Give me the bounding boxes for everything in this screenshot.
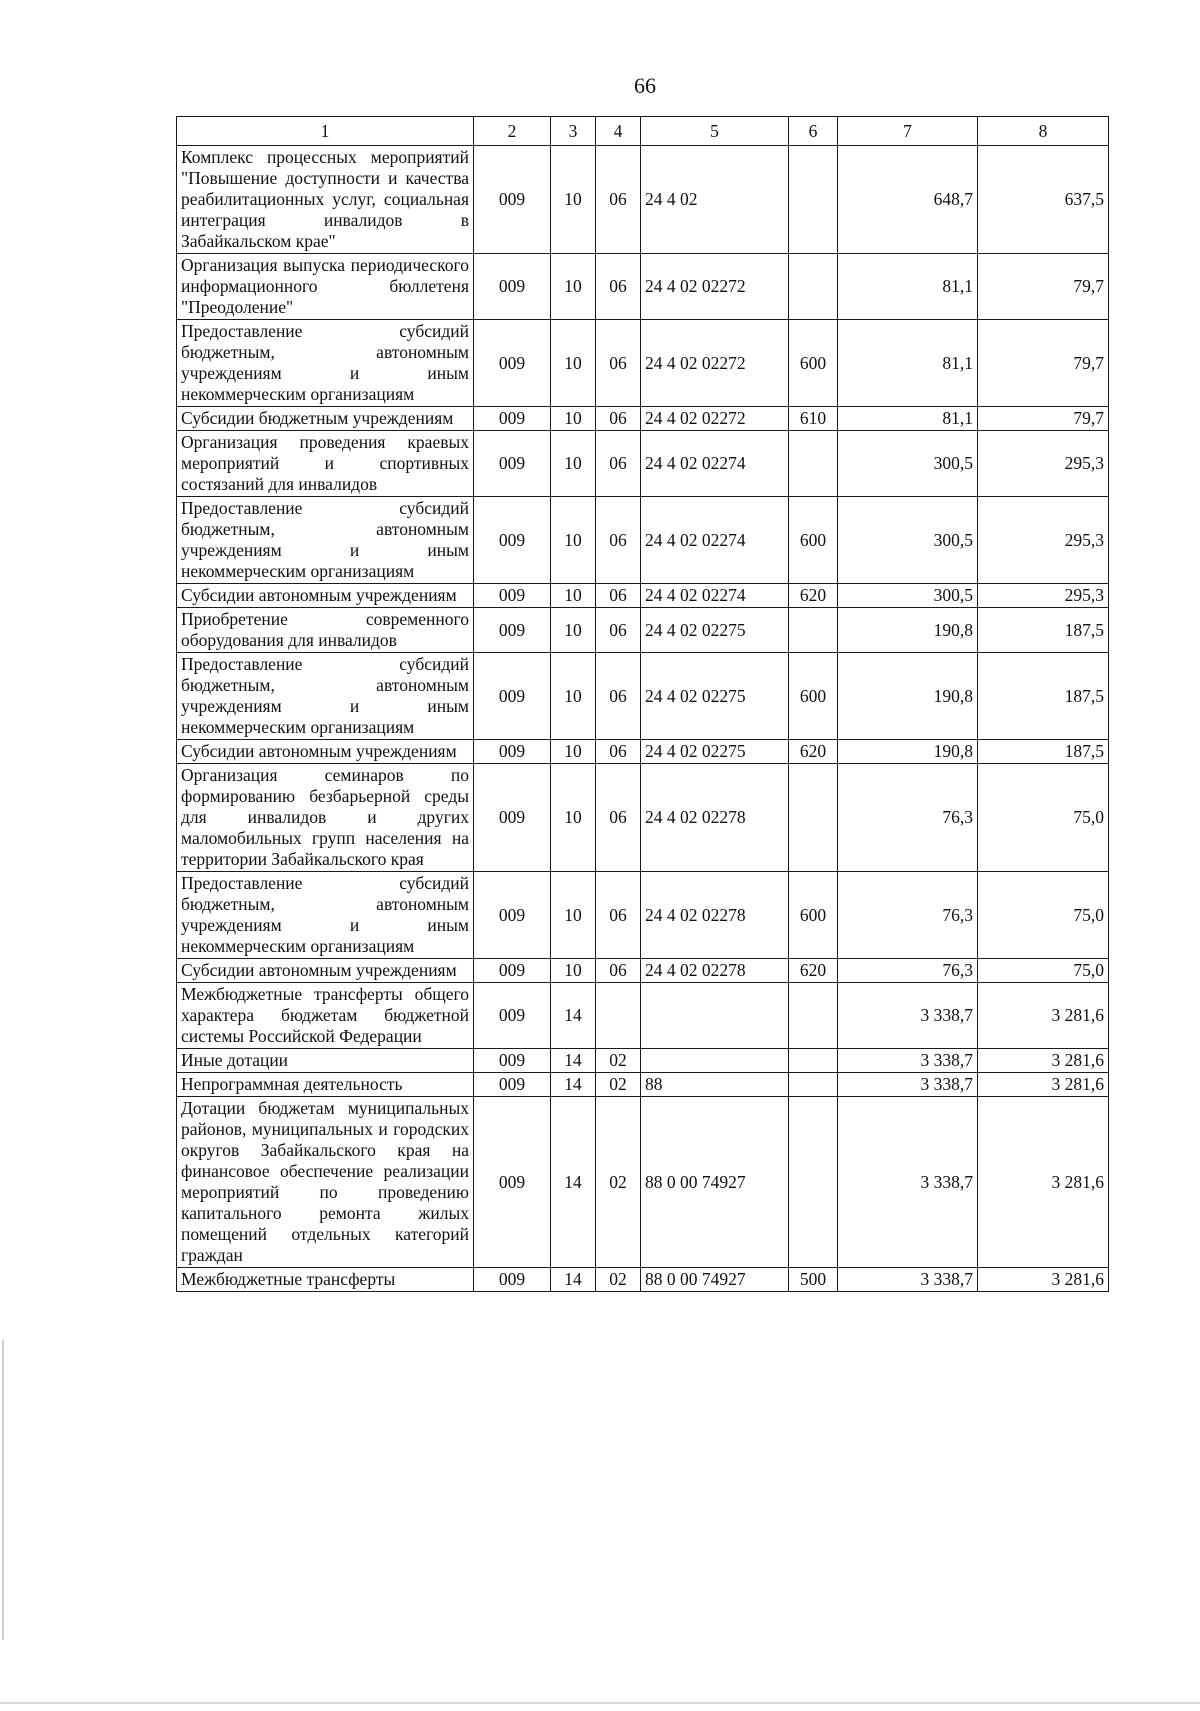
subsection-code-cell: 06 <box>596 764 641 872</box>
subsection-code-cell: 06 <box>596 407 641 431</box>
admin-code-cell: 009 <box>474 254 551 320</box>
column-header: 1 <box>177 117 474 146</box>
column-header: 4 <box>596 117 641 146</box>
section-code-cell: 10 <box>551 764 596 872</box>
amount-cell-col7: 81,1 <box>838 254 978 320</box>
amount-cell-col8: 79,7 <box>978 320 1109 407</box>
row-name-cell: Предоставление субсидий бюджетным, автономным учреждениям и иным некоммерческим организациям <box>177 872 474 959</box>
subsection-code-cell: 02 <box>596 1268 641 1292</box>
page-number: 66 <box>634 73 656 98</box>
row-name-cell: Организация проведения краевых мероприятий и спортивных состязаний для инвалидов <box>177 431 474 497</box>
target-article-cell: 24 4 02 02274 <box>641 584 789 608</box>
table-row <box>177 1268 1109 1292</box>
amount-cell-col7: 648,7 <box>838 146 978 254</box>
amount-cell-col8: 3 281,6 <box>978 1049 1109 1073</box>
amount-cell-col7: 81,1 <box>838 407 978 431</box>
section-code-cell: 10 <box>551 254 596 320</box>
column-header: 7 <box>838 117 978 146</box>
row-name-cell: Субсидии бюджетным учреждениям <box>177 407 474 431</box>
amount-cell-col8: 3 281,6 <box>978 983 1109 1049</box>
row-name-cell: Организация семинаров по формированию безбарьерной среды для инвалидов и других маломобильных групп населения на территории Забайкальского края <box>177 764 474 872</box>
subsection-code-cell: 06 <box>596 254 641 320</box>
table-row <box>177 653 1109 740</box>
amount-cell-col7: 190,8 <box>838 740 978 764</box>
admin-code-cell: 009 <box>474 497 551 584</box>
row-name-cell: Предоставление субсидий бюджетным, автономным учреждениям и иным некоммерческим организациям <box>177 497 474 584</box>
admin-code-cell: 009 <box>474 1268 551 1292</box>
expense-type-cell <box>789 983 838 1049</box>
admin-code-cell: 009 <box>474 1097 551 1268</box>
amount-cell-col7: 300,5 <box>838 584 978 608</box>
admin-code-cell: 009 <box>474 431 551 497</box>
amount-cell-col8: 295,3 <box>978 584 1109 608</box>
section-code-cell: 10 <box>551 584 596 608</box>
target-article-cell <box>641 1049 789 1073</box>
target-article-cell: 24 4 02 <box>641 146 789 254</box>
table-row <box>177 497 1109 584</box>
subsection-code-cell: 06 <box>596 608 641 653</box>
admin-code-cell: 009 <box>474 872 551 959</box>
amount-cell-col7: 3 338,7 <box>838 983 978 1049</box>
table-row <box>177 320 1109 407</box>
subsection-code-cell: 02 <box>596 1073 641 1097</box>
admin-code-cell: 009 <box>474 983 551 1049</box>
target-article-cell: 24 4 02 02275 <box>641 608 789 653</box>
row-name-cell: Комплекс процессных мероприятий "Повышение доступности и качества реабилитационных услуг, социальная интеграция инвалидов в Забайкальском крае" <box>177 146 474 254</box>
amount-cell-col8: 75,0 <box>978 959 1109 983</box>
amount-cell-col8: 79,7 <box>978 407 1109 431</box>
column-header: 6 <box>789 117 838 146</box>
amount-cell-col7: 300,5 <box>838 431 978 497</box>
subsection-code-cell: 06 <box>596 872 641 959</box>
expense-type-cell <box>789 146 838 254</box>
admin-code-cell: 009 <box>474 653 551 740</box>
target-article-cell: 24 4 02 02272 <box>641 407 789 431</box>
subsection-code-cell: 02 <box>596 1049 641 1073</box>
subsection-code-cell: 06 <box>596 653 641 740</box>
admin-code-cell: 009 <box>474 407 551 431</box>
expense-type-cell <box>789 1097 838 1268</box>
admin-code-cell: 009 <box>474 584 551 608</box>
table-row <box>177 584 1109 608</box>
admin-code-cell: 009 <box>474 740 551 764</box>
row-name-cell: Непрограммная деятельность <box>177 1073 474 1097</box>
admin-code-cell: 009 <box>474 1049 551 1073</box>
admin-code-cell: 009 <box>474 608 551 653</box>
subsection-code-cell: 06 <box>596 497 641 584</box>
expense-type-cell <box>789 431 838 497</box>
expense-type-cell: 600 <box>789 653 838 740</box>
amount-cell-col7: 76,3 <box>838 959 978 983</box>
column-header: 3 <box>551 117 596 146</box>
target-article-cell: 24 4 02 02274 <box>641 497 789 584</box>
admin-code-cell: 009 <box>474 959 551 983</box>
section-code-cell: 10 <box>551 497 596 584</box>
amount-cell-col7: 76,3 <box>838 872 978 959</box>
subsection-code-cell: 06 <box>596 959 641 983</box>
subsection-code-cell <box>596 983 641 1049</box>
row-name-cell: Межбюджетные трансферты общего характера бюджетам бюджетной системы Российской Федерации <box>177 983 474 1049</box>
amount-cell-col7: 3 338,7 <box>838 1049 978 1073</box>
row-name-cell: Субсидии автономным учреждениям <box>177 959 474 983</box>
row-name-cell: Субсидии автономным учреждениям <box>177 740 474 764</box>
header-row <box>177 117 1109 146</box>
target-article-cell: 24 4 02 02274 <box>641 431 789 497</box>
table-body <box>177 146 1109 1292</box>
subsection-code-cell: 02 <box>596 1097 641 1268</box>
amount-cell-col8: 295,3 <box>978 431 1109 497</box>
amount-cell-col7: 190,8 <box>838 653 978 740</box>
admin-code-cell: 009 <box>474 764 551 872</box>
expense-type-cell: 620 <box>789 740 838 764</box>
amount-cell-col7: 300,5 <box>838 497 978 584</box>
target-article-cell: 24 4 02 02272 <box>641 320 789 407</box>
table-row <box>177 959 1109 983</box>
expense-type-cell <box>789 254 838 320</box>
table-row <box>177 1073 1109 1097</box>
table-row <box>177 254 1109 320</box>
amount-cell-col7: 76,3 <box>838 764 978 872</box>
section-code-cell: 10 <box>551 740 596 764</box>
amount-cell-col8: 187,5 <box>978 653 1109 740</box>
expense-type-cell: 600 <box>789 872 838 959</box>
expense-type-cell: 620 <box>789 584 838 608</box>
section-code-cell: 10 <box>551 608 596 653</box>
expense-type-cell <box>789 764 838 872</box>
column-header: 2 <box>474 117 551 146</box>
section-code-cell: 10 <box>551 959 596 983</box>
section-code-cell: 14 <box>551 1268 596 1292</box>
subsection-code-cell: 06 <box>596 320 641 407</box>
scan-edge-mark <box>2 1340 4 1640</box>
table-row <box>177 872 1109 959</box>
amount-cell-col8: 295,3 <box>978 497 1109 584</box>
target-article-cell: 24 4 02 02272 <box>641 254 789 320</box>
amount-cell-col8: 79,7 <box>978 254 1109 320</box>
amount-cell-col7: 190,8 <box>838 608 978 653</box>
table-row <box>177 146 1109 254</box>
amount-cell-col8: 3 281,6 <box>978 1073 1109 1097</box>
target-article-cell: 24 4 02 02275 <box>641 653 789 740</box>
section-code-cell: 10 <box>551 320 596 407</box>
target-article-cell: 88 0 00 74927 <box>641 1268 789 1292</box>
row-name-cell: Дотации бюджетам муниципальных районов, муниципальных и городских округов Забайкальского края на финансовое обеспечение реализации мероприятий по проведению капитального ремонта жилых помещений отдельных категорий граждан <box>177 1097 474 1268</box>
expense-type-cell: 500 <box>789 1268 838 1292</box>
table-row <box>177 608 1109 653</box>
section-code-cell: 10 <box>551 407 596 431</box>
amount-cell-col7: 3 338,7 <box>838 1097 978 1268</box>
row-name-cell: Приобретение современного оборудования для инвалидов <box>177 608 474 653</box>
column-header: 5 <box>641 117 789 146</box>
row-name-cell: Предоставление субсидий бюджетным, автономным учреждениям и иным некоммерческим организациям <box>177 320 474 407</box>
admin-code-cell: 009 <box>474 146 551 254</box>
section-code-cell: 10 <box>551 653 596 740</box>
row-name-cell: Иные дотации <box>177 1049 474 1073</box>
target-article-cell: 88 <box>641 1073 789 1097</box>
budget-table <box>176 116 1109 1292</box>
amount-cell-col8: 187,5 <box>978 608 1109 653</box>
target-article-cell: 88 0 00 74927 <box>641 1097 789 1268</box>
row-name-cell: Предоставление субсидий бюджетным, автономным учреждениям и иным некоммерческим организациям <box>177 653 474 740</box>
expense-type-cell: 600 <box>789 320 838 407</box>
target-article-cell: 24 4 02 02278 <box>641 764 789 872</box>
scan-bottom-mark <box>0 1702 1200 1704</box>
amount-cell-col8: 3 281,6 <box>978 1268 1109 1292</box>
subsection-code-cell: 06 <box>596 146 641 254</box>
target-article-cell <box>641 983 789 1049</box>
amount-cell-col8: 75,0 <box>978 872 1109 959</box>
admin-code-cell: 009 <box>474 1073 551 1097</box>
expense-type-cell <box>789 608 838 653</box>
subsection-code-cell: 06 <box>596 584 641 608</box>
expense-type-cell: 600 <box>789 497 838 584</box>
amount-cell-col7: 3 338,7 <box>838 1073 978 1097</box>
section-code-cell: 14 <box>551 1073 596 1097</box>
amount-cell-col8: 3 281,6 <box>978 1097 1109 1268</box>
expense-type-cell: 620 <box>789 959 838 983</box>
table-row <box>177 983 1109 1049</box>
target-article-cell: 24 4 02 02275 <box>641 740 789 764</box>
table-row <box>177 407 1109 431</box>
section-code-cell: 14 <box>551 1049 596 1073</box>
table-row <box>177 1097 1109 1268</box>
section-code-cell: 14 <box>551 1097 596 1268</box>
expense-type-cell: 610 <box>789 407 838 431</box>
row-name-cell: Межбюджетные трансферты <box>177 1268 474 1292</box>
amount-cell-col8: 187,5 <box>978 740 1109 764</box>
table-row <box>177 431 1109 497</box>
target-article-cell: 24 4 02 02278 <box>641 959 789 983</box>
table-row <box>177 1049 1109 1073</box>
amount-cell-col8: 75,0 <box>978 764 1109 872</box>
section-code-cell: 10 <box>551 431 596 497</box>
row-name-cell: Организация выпуска периодического информационного бюллетеня "Преодоление" <box>177 254 474 320</box>
subsection-code-cell: 06 <box>596 740 641 764</box>
section-code-cell: 10 <box>551 146 596 254</box>
expense-type-cell <box>789 1049 838 1073</box>
amount-cell-col8: 637,5 <box>978 146 1109 254</box>
expense-type-cell <box>789 1073 838 1097</box>
row-name-cell: Субсидии автономным учреждениям <box>177 584 474 608</box>
amount-cell-col7: 81,1 <box>838 320 978 407</box>
amount-cell-col7: 3 338,7 <box>838 1268 978 1292</box>
target-article-cell: 24 4 02 02278 <box>641 872 789 959</box>
table-row <box>177 740 1109 764</box>
admin-code-cell: 009 <box>474 320 551 407</box>
column-header: 8 <box>978 117 1109 146</box>
subsection-code-cell: 06 <box>596 431 641 497</box>
section-code-cell: 14 <box>551 983 596 1049</box>
table-row <box>177 764 1109 872</box>
section-code-cell: 10 <box>551 872 596 959</box>
